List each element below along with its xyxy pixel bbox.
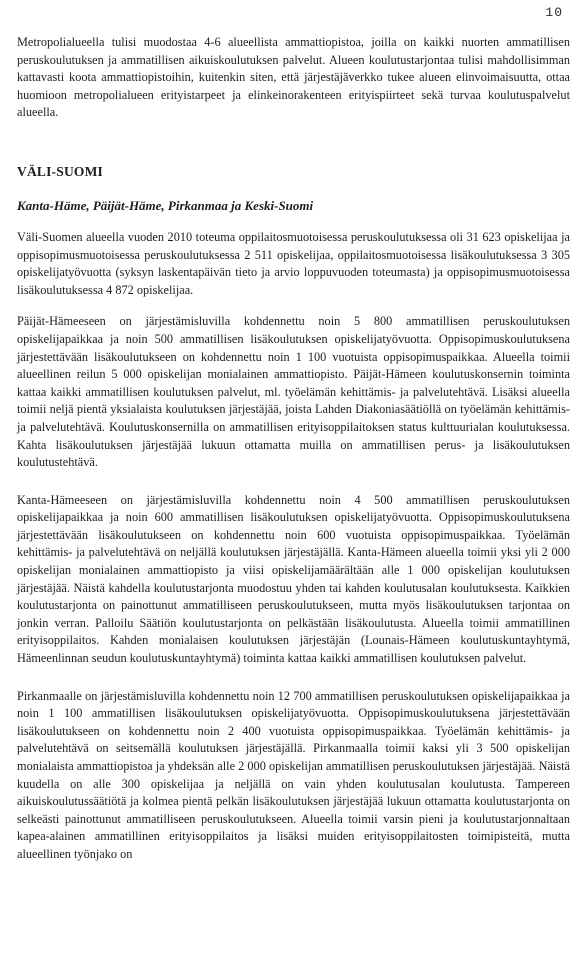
paragraph-kanta-hame: Kanta-Hämeeseen on järjestämisluvilla kohdennettu noin 4 500 ammatillisen peruskoulutuksen opiskelijapaikkaa ja noin 600 ammatillisen lisäkoulutuksen opiskelijatyövuotta. Oppisopimuskoulutuksena järjestettävään lisäkoulutukseen on kohdennettu noin 600 vuotuista oppisopimuspaikkaa. Työelämän kehittämis- ja palvelutehtävä on neljällä koulutuksen järjestäjällä. Kanta-Hämeen alueella toimii yksi yli 2 000 opiskelijan monialainen ammattiopisto ja viisi opiskelijamäärältään alle 1 000 opiskelijan koulutuksen järjestäjää. Näistä kahdella koulutustarjonta muodostuu yhden tai kahden koulutusalan koulutuksesta. Kaikkien koulutustarjonta on painottunut ammatilliseen peruskoulutukseen, mutta myös lisäkoulutuksen tarjontaa on jonkin verran. Palloilu Säätiön koulutustarjonta on pelkästään lisäkoulutusta. Alueella toimii ammatillinen erityisoppilaitos. Kahden monialaisen koulutuksen järjestäjän (Lounais-Hämeen koulutuskuntayhtymä, Hämeenlinnan seudun koulutuskuntayhtymä) toiminta kattaa kaikki ammatillisen koulutuksen palvelut. [17, 492, 570, 666]
paragraph-pirkanmaa: Pirkanmaalle on järjestämisluvilla kohdennettu noin 12 700 ammatillisen peruskoulutuksen opiskelijapaikkaa ja noin 1 100 ammatillisen lisäkoulutuksen opiskelijatyövuotta. Oppisopimuskoulutuksena järjestettävään lisäkoulutukseen on kohdennettu noin 2 400 vuotuista oppisopimuspaikkaa. Työelämän kehittämis- ja palvelutehtävä on seitsemällä koulutuksen järjestäjällä. Pirkanmaalla toimii kaksi yli 3 500 opiskelijan monialaista ammattiopistoa ja yhdeksän alle 2 000 opiskelijan ammatillisen peruskoulutuksen järjestäjää. Näistä kuudella on alle 300 opiskelijaa ja neljällä on vain yhden koulutusalan koulutusta. Tampereen aikuiskoulutussäätiötä ja kolmea pientä pelkän lisäkoulutuksen järjestäjää lukuun ottamatta koulutustarjonta on selkeästi painottunut ammatilliseen peruskoulutukseen. Alueella toimii varsin pieni ja koulutustarjonnaltaan kapea-alainen ammatillinen erityisoppilaitos ja lisäksi muiden erityisoppilaitosten toimipisteitä, mutta alueellinen työnjako on [17, 688, 570, 861]
section-heading: VÄLI-SUOMI [17, 163, 104, 179]
document-body [17, 34, 570, 864]
section-subheading: Kanta-Häme, Päijät-Häme, Pirkanmaa ja Keski-Suomi [17, 197, 314, 213]
intro-paragraph: Metropolialueella tulisi muodostaa 4-6 aluеellista ammattiopistoa, joilla on kaikki nuorten ammatillisen peruskoulutuksen ja ammatillisen aikuiskoulutuksen palvelut. Alueen koulutustarjontaa tulisi mahdollisimman kattavasti koota ammattiopistoihin, kuitenkin siten, että järjestäjäverkko tukee alueen elinvoimaisuutta, ottaa huomioon metropolialueen erityistarpeet ja elinkeinorakenteen erityispiirteet sekä turvaa koulutuspalvelut alueella. [17, 35, 570, 120]
page-number: 10 [545, 5, 563, 20]
paragraph-vali-suomi-summary: Väli-Suomen alueella vuoden 2010 toteuma oppilaitosmuotoisessa peruskoulutuksessa oli 31 623 opiskelijaa ja oppisopimusmuotoisessa peruskoulutuksessa 2 511 opiskelijaa, oppilaitosmuotoisessa lisäkoulutuksessa 3 305 opiskelijatyövuotta (syksyn laskentapäivän tieto ja arvio loppuvuoden toteumasta) ja oppisopimusmuotoisessa lisäkoulutuksessa 4 872 opiskelijaa. [17, 229, 570, 297]
paragraph-paijat-hame: Päijät-Hämeeseen on järjestämisluvilla kohdennettu noin 5 800 ammatillisen peruskoulutuksen opiskelijapaikkaa ja noin 500 ammatillisen lisäkoulutuksen opiskelijatyövuotta. Oppisopimuskoulutuksena järjestettävään lisäkoulutukseen on kohdennettu noin 1 100 vuotuista oppisopimuspaikkaa. Alueella toimii alueellinen reilun 5 000 opiskelijan monialainen ammattiopisto. Päijät-Hämeen koulutuskonsernin toiminta kattaa kaikki ammatillisen koulutuksen palvelut, ml. työelämän kehittämis- ja palvelutehtävä. Lisäksi alueella toimii neljä pientä yksialaista koulutuksen järjestäjää, joista Lahden Diakoniasäätiöllä on työelämän kehittämis- ja palvelutehtävä. Koulutuskonsernilla on ammatillisen erityisoppilaitoksen status kulttuurialan koulutuksessa. Kahta lisäkoulutuksen järjestäjää lukuun ottamatta muilla on ammatillisen perus- ja lisäkoulutuksen koulutustehtävä. [17, 314, 570, 470]
